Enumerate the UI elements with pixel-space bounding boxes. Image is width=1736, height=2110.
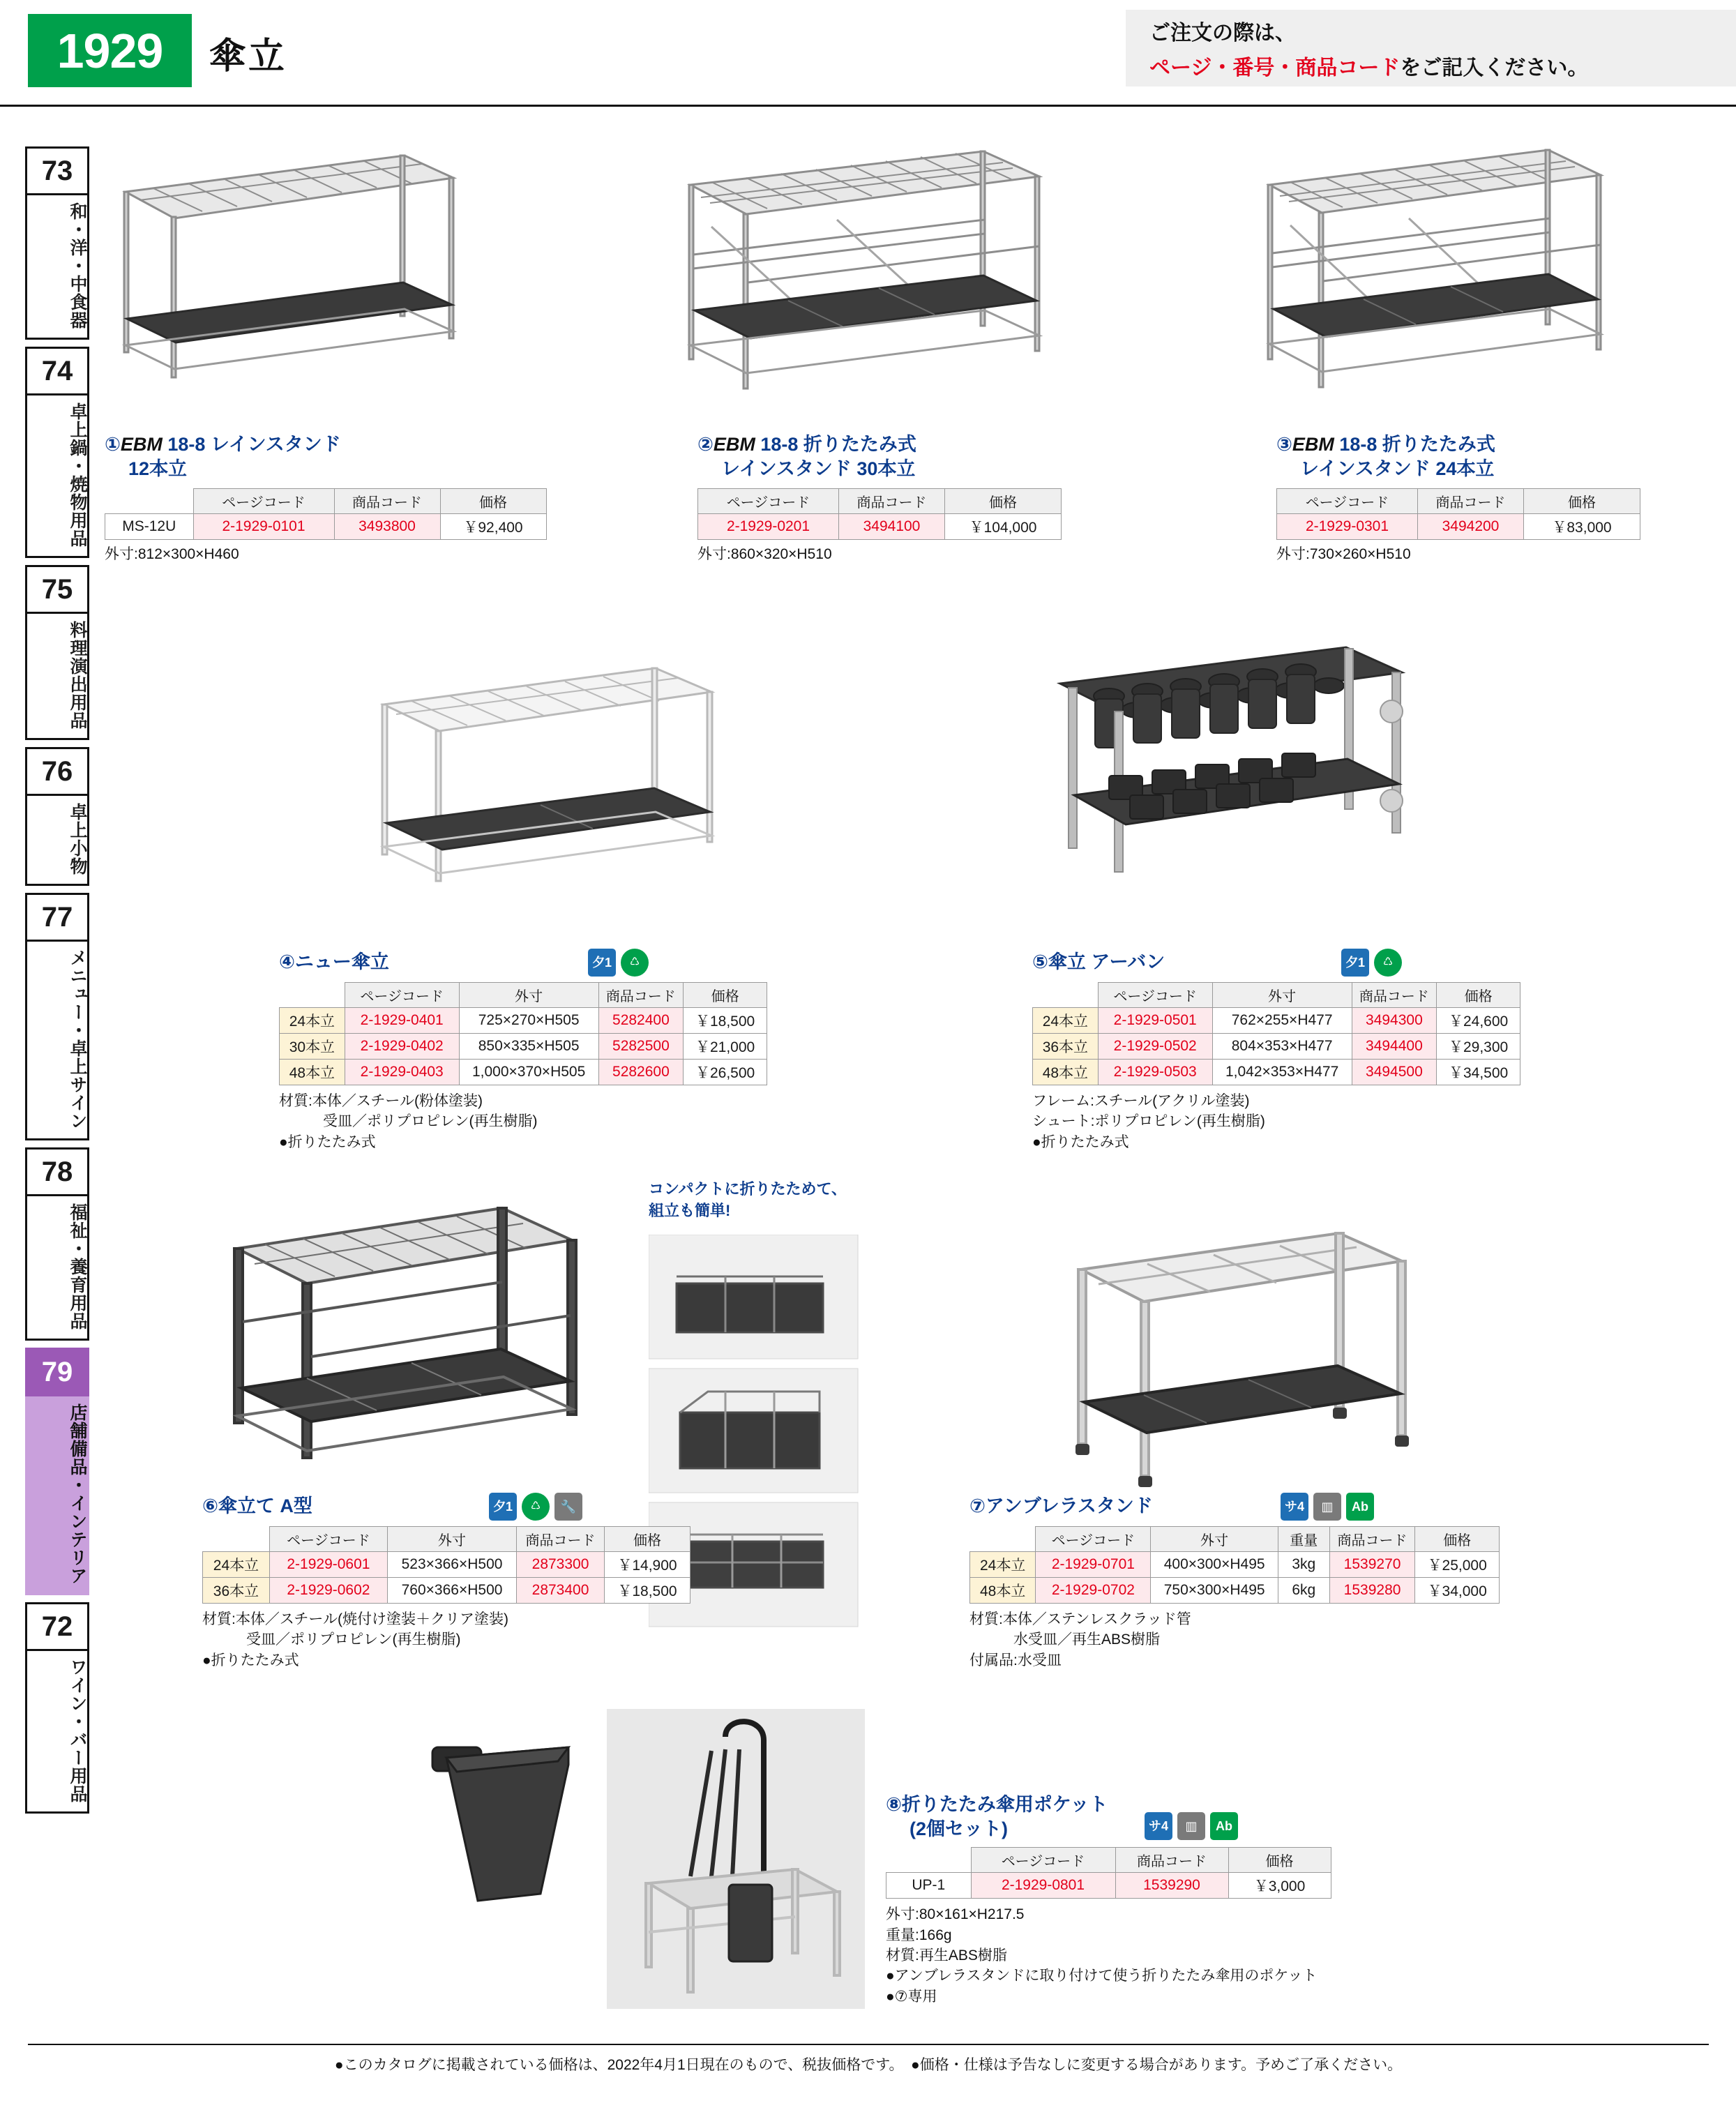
product-4-note-0: 材質:本体／スチール(粉体塗装) — [279, 1093, 483, 1109]
product-4-row-2-price: ￥26,500 — [684, 1060, 767, 1085]
product-2-title-line2: レインスタンド 30本立 — [721, 458, 916, 480]
product-3-brand: EBM — [1292, 434, 1334, 455]
th-blank — [886, 1848, 972, 1873]
th-blank — [1033, 983, 1099, 1008]
sidebar-item-74-label: 卓上鍋・焼物用品 — [25, 395, 89, 558]
sidebar-item-72-number: 72 — [25, 1602, 89, 1651]
product-4-row-1-size: 850×335×H505 — [459, 1034, 598, 1060]
sidebar-item-76[interactable] — [25, 747, 89, 886]
recycle-icon: ♺ — [1374, 949, 1402, 977]
product-2-table — [697, 488, 1062, 540]
product-5-row-0-pagecode: 2-1929-0501 — [1098, 1008, 1212, 1034]
page-title: 傘立 — [209, 36, 288, 77]
th-pagecode: ページコード — [1036, 1527, 1151, 1552]
th-pagecode: ページコード — [971, 1848, 1115, 1873]
product-1-itemcode: 3493800 — [334, 514, 440, 540]
th-itemcode: 商品コード — [334, 489, 440, 514]
product-7-row-1-label: 48本立 — [970, 1578, 1036, 1604]
th-itemcode: 商品コード — [517, 1527, 605, 1552]
sidebar-item-73-number: 73 — [25, 146, 89, 195]
th-itemcode: 商品コード — [839, 489, 945, 514]
product-3-image — [1248, 136, 1618, 415]
product-4-image — [363, 649, 746, 928]
product-8-note-2: 材質:再生ABS樹脂 — [886, 1947, 1007, 1964]
sidebar-item-79[interactable] — [25, 1348, 89, 1595]
product-7-table — [969, 1526, 1500, 1604]
footer — [28, 2044, 1709, 2074]
delivery-icon: サ4 — [1145, 1812, 1172, 1840]
product-1-pagecode: 2-1929-0101 — [193, 514, 334, 540]
table-row — [105, 514, 547, 540]
th-blank — [203, 1527, 270, 1552]
sidebar-item-77[interactable] — [25, 893, 89, 1140]
product-6-table — [202, 1526, 690, 1604]
table-row — [698, 514, 1062, 540]
page-header — [0, 0, 1736, 105]
product-6-note-2: ●折りたたみ式 — [202, 1652, 299, 1668]
table-row — [1277, 514, 1640, 540]
product-4-row-2-itemcode: 5282600 — [598, 1060, 684, 1085]
product-1 — [105, 432, 551, 565]
sidebar-item-77-label: メニュー・卓上サイン — [25, 942, 89, 1140]
order-note-line1: ご注文の際は、 — [1149, 22, 1296, 45]
product-6-row-0-size: 523×366×H500 — [387, 1552, 516, 1578]
product-6-title — [202, 1494, 312, 1519]
product-7-row-1-weight: 6kg — [1278, 1578, 1329, 1604]
product-4-name: ニュー傘立 — [294, 951, 389, 973]
product-2-pagecode: 2-1929-0201 — [698, 514, 839, 540]
table-row — [886, 1873, 1331, 1899]
table-header-row — [698, 489, 1062, 514]
product-5-row-1-label: 36本立 — [1033, 1034, 1099, 1060]
product-8-title-line1: 折りたたみ傘用ポケット — [901, 1794, 1108, 1815]
order-note-tail: をご記入ください。 — [1400, 56, 1589, 80]
product-3-title-line2: レインスタンド 24本立 — [1300, 458, 1495, 480]
th-size: 外寸 — [387, 1527, 516, 1552]
product-4-row-0-label: 24本立 — [280, 1008, 345, 1034]
product-6-name: 傘立て A型 — [218, 1495, 312, 1517]
th-pagecode: ページコード — [345, 983, 459, 1008]
product-6-icons — [489, 1493, 690, 1521]
product-5-row-1-price: ￥29,300 — [1437, 1034, 1520, 1060]
order-note-highlight: ページ・番号・商品コード — [1149, 56, 1401, 80]
product-7-row-0-pagecode: 2-1929-0701 — [1036, 1552, 1151, 1578]
product-7-number: ⑦ — [969, 1495, 986, 1517]
product-2-title — [697, 432, 1144, 481]
th-itemcode: 商品コード — [1418, 489, 1524, 514]
product-6-note-1: 受皿／ポリプロピレン(再生樹脂) — [202, 1632, 461, 1648]
table-header-row — [105, 489, 547, 514]
th-pagecode: ページコード — [698, 489, 839, 514]
th-pagecode: ページコード — [193, 489, 334, 514]
th-weight: 重量 — [1278, 1527, 1329, 1552]
product-7-row-0-weight: 3kg — [1278, 1552, 1329, 1578]
th-price: 価格 — [1228, 1848, 1331, 1873]
product-1-dimension: 外寸:812×300×H460 — [105, 546, 239, 563]
footer-text: ●このカタログに掲載されている価格は、2022年4月1日現在のもので、税抜価格です。 ●価格・仕様は予告なしに変更する場合があります。予めご了承ください。 — [334, 2057, 1403, 2073]
table-header-row — [970, 1527, 1500, 1552]
product-8-title-line2: (2個セット) — [909, 1818, 1008, 1840]
product-4-row-0-price: ￥18,500 — [684, 1008, 767, 1034]
th-itemcode: 商品コード — [1352, 983, 1437, 1008]
assembly-icon: Ab — [1210, 1812, 1238, 1840]
product-7-title — [969, 1494, 1153, 1519]
product-7-note-0: 材質:本体／ステンレスクラッド管 — [969, 1611, 1191, 1627]
product-4-note-1: 受皿／ポリプロピレン(再生樹脂) — [279, 1113, 538, 1130]
product-6-callout-line1: コンパクトに折りたためて、 — [649, 1180, 847, 1198]
product-6-row-1-price: ￥18,500 — [604, 1578, 690, 1604]
product-4-title — [279, 950, 389, 974]
product-8-title — [886, 1793, 1108, 1841]
product-1-image — [105, 136, 467, 408]
product-7-row-1-pagecode: 2-1929-0702 — [1036, 1578, 1151, 1604]
th-size: 外寸 — [1151, 1527, 1278, 1552]
product-3-title — [1276, 432, 1723, 481]
product-7-row-0-size: 400×300×H495 — [1151, 1552, 1278, 1578]
page-number-badge — [28, 14, 192, 87]
product-7-row-0-price: ￥25,000 — [1415, 1552, 1500, 1578]
product-5-name: 傘立 アーバン — [1048, 951, 1165, 973]
product-5-row-2-size: 1,042×353×H477 — [1212, 1060, 1352, 1085]
sidebar-item-74[interactable] — [25, 347, 89, 558]
th-itemcode: 商品コード — [1329, 1527, 1415, 1552]
table-row — [1033, 1008, 1520, 1034]
product-5-image — [1032, 621, 1423, 921]
table-row — [280, 1060, 767, 1085]
table-header-row — [203, 1527, 690, 1552]
sidebar-item-74-number: 74 — [25, 347, 89, 395]
product-5-title — [1032, 950, 1165, 974]
product-1-number: ① — [105, 434, 121, 455]
product-4-row-1-price: ￥21,000 — [684, 1034, 767, 1060]
table-row — [1033, 1034, 1520, 1060]
product-1-title-line1: 18-8 レインスタンド — [167, 434, 341, 455]
table-row — [280, 1034, 767, 1060]
product-4-row-0-itemcode: 5282400 — [598, 1008, 684, 1034]
product-4-row-1-itemcode: 5282500 — [598, 1034, 684, 1060]
product-3-number: ③ — [1276, 434, 1292, 455]
sidebar-item-73-label: 和・洋・中食器 — [25, 195, 89, 340]
product-1-price: ￥92,400 — [440, 514, 546, 540]
delivery-icon: 夕1 — [489, 1493, 517, 1521]
product-8-image-scene — [607, 1709, 865, 2009]
sidebar-item-78[interactable] — [25, 1147, 89, 1341]
th-price: 価格 — [440, 489, 546, 514]
product-5-row-2-itemcode: 3494500 — [1352, 1060, 1437, 1085]
product-5-note-2: ●折りたたみ式 — [1032, 1133, 1129, 1150]
product-8-note-0: 外寸:80×161×H217.5 — [886, 1906, 1025, 1923]
product-8-price: ￥3,000 — [1228, 1873, 1331, 1899]
sidebar-item-77-number: 77 — [25, 893, 89, 942]
product-1-model: MS-12U — [105, 514, 194, 540]
product-1-table — [105, 488, 547, 540]
product-6-row-0-pagecode: 2-1929-0601 — [269, 1552, 387, 1578]
sidebar-item-75[interactable] — [25, 565, 89, 740]
product-5-row-2-label: 48本立 — [1033, 1060, 1099, 1085]
product-5-row-1-pagecode: 2-1929-0502 — [1098, 1034, 1212, 1060]
page-number: 1929 — [56, 23, 163, 78]
table-row — [280, 1008, 767, 1034]
product-8-itemcode: 1539290 — [1115, 1873, 1228, 1899]
delivery-icon: 夕1 — [588, 949, 616, 977]
product-2-brand: EBM — [713, 434, 755, 455]
th-pagecode: ページコード — [269, 1527, 387, 1552]
product-7-icons — [1281, 1493, 1500, 1521]
product-4-row-2-size: 1,000×370×H505 — [459, 1060, 598, 1085]
box-icon: ▥ — [1177, 1812, 1205, 1840]
product-2 — [697, 432, 1144, 565]
product-6-row-1-size: 760×366×H500 — [387, 1578, 516, 1604]
product-3 — [1276, 432, 1723, 565]
side-index — [25, 146, 89, 1821]
sidebar-item-79-label: 店舗備品・インテリア — [25, 1396, 89, 1595]
product-4-icons — [588, 949, 767, 977]
sidebar-item-73[interactable] — [25, 146, 89, 340]
product-2-itemcode: 3494100 — [839, 514, 945, 540]
product-1-title — [105, 432, 551, 481]
product-4-row-1-label: 30本立 — [280, 1034, 345, 1060]
th-price: 価格 — [604, 1527, 690, 1552]
th-blank — [970, 1527, 1036, 1552]
table-header-row — [280, 983, 767, 1008]
th-pagecode: ページコード — [1277, 489, 1418, 514]
delivery-icon: 夕1 — [1341, 949, 1369, 977]
product-4-row-0-pagecode: 2-1929-0401 — [345, 1008, 459, 1034]
product-4-table — [279, 982, 767, 1085]
box-icon: ▥ — [1313, 1493, 1341, 1521]
product-3-table — [1276, 488, 1640, 540]
product-5-icons — [1341, 949, 1520, 977]
product-7-name: アンブレラスタンド — [985, 1495, 1153, 1517]
product-5-row-0-size: 762×255×H477 — [1212, 1008, 1352, 1034]
product-5-note-0: フレーム:スチール(アクリル塗装) — [1032, 1093, 1250, 1109]
product-7-row-1-size: 750×300×H495 — [1151, 1578, 1278, 1604]
product-7-image — [1039, 1200, 1430, 1493]
th-size: 外寸 — [1212, 983, 1352, 1008]
table-header-row — [1277, 489, 1640, 514]
sidebar-item-75-number: 75 — [25, 565, 89, 614]
sidebar-item-72-label: ワイン・バー用品 — [25, 1651, 89, 1814]
th-itemcode: 商品コード — [598, 983, 684, 1008]
product-4 — [279, 949, 767, 1152]
product-6-callout — [649, 1179, 928, 1222]
product-7-note-1: 水受皿／再生ABS樹脂 — [969, 1632, 1161, 1648]
product-7-note-2: 付属品:水受皿 — [969, 1652, 1062, 1668]
product-3-title-line1: 18-8 折りたたみ式 — [1339, 434, 1495, 455]
product-2-number: ② — [697, 434, 714, 455]
th-size: 外寸 — [459, 983, 598, 1008]
product-5-row-2-price: ￥34,500 — [1437, 1060, 1520, 1085]
product-4-number: ④ — [279, 951, 295, 973]
sidebar-item-76-number: 76 — [25, 747, 89, 796]
assembly-tool-icon: 🔧 — [554, 1493, 582, 1521]
product-6-row-0-price: ￥14,900 — [604, 1552, 690, 1578]
order-note — [1126, 10, 1736, 86]
product-6-image — [202, 1179, 607, 1500]
table-row — [970, 1578, 1500, 1604]
recycle-icon: ♺ — [621, 949, 649, 977]
product-8-icons — [1145, 1793, 1374, 1840]
product-1-title-line2: 12本立 — [128, 458, 188, 480]
product-6-row-1-label: 36本立 — [203, 1578, 270, 1604]
sidebar-item-78-label: 福祉・養育用品 — [25, 1196, 89, 1341]
product-8-note-4: ●⑦専用 — [886, 1988, 937, 2005]
product-8-image-pocket — [418, 1723, 600, 1932]
table-header-row — [1033, 983, 1520, 1008]
th-blank — [105, 489, 194, 514]
product-6-row-1-itemcode: 2873400 — [517, 1578, 605, 1604]
product-3-itemcode: 3494200 — [1418, 514, 1524, 540]
table-row — [203, 1578, 690, 1604]
product-8-note-3: ●アンブレラスタンドに取り付けて使う折りたたみ傘用のポケット — [886, 1968, 1318, 1984]
product-4-row-2-pagecode: 2-1929-0403 — [345, 1060, 459, 1085]
product-5-row-1-itemcode: 3494400 — [1352, 1034, 1437, 1060]
product-3-pagecode: 2-1929-0301 — [1277, 514, 1418, 540]
product-6-callout-line2: 組立も簡単! — [649, 1201, 731, 1219]
header-divider — [0, 105, 1736, 107]
product-5-row-0-price: ￥24,600 — [1437, 1008, 1520, 1034]
product-6-number: ⑥ — [202, 1495, 218, 1517]
product-3-dimension: 外寸:730×260×H510 — [1276, 546, 1411, 563]
table-row — [203, 1552, 690, 1578]
product-5 — [1032, 949, 1520, 1152]
product-6-note-0: 材質:本体／スチール(焼付け塗装＋クリア塗装) — [202, 1611, 508, 1627]
product-7-row-0-label: 24本立 — [970, 1552, 1036, 1578]
product-7-row-1-price: ￥34,000 — [1415, 1578, 1500, 1604]
product-6-row-1-pagecode: 2-1929-0602 — [269, 1578, 387, 1604]
assembly-icon: Ab — [1346, 1493, 1374, 1521]
table-row — [970, 1552, 1500, 1578]
th-itemcode: 商品コード — [1115, 1848, 1228, 1873]
product-4-row-2-label: 48本立 — [280, 1060, 345, 1085]
sidebar-item-76-label: 卓上小物 — [25, 796, 89, 886]
th-price: 価格 — [1415, 1527, 1500, 1552]
product-7-row-0-itemcode: 1539270 — [1329, 1552, 1415, 1578]
product-5-number: ⑤ — [1032, 951, 1048, 973]
product-2-image — [670, 136, 1060, 415]
product-5-note-1: シュート:ポリプロピレン(再生樹脂) — [1032, 1113, 1265, 1130]
product-8-note-1: 重量:166g — [886, 1927, 952, 1943]
th-price: 価格 — [1524, 489, 1640, 514]
product-2-dimension: 外寸:860×320×H510 — [697, 546, 832, 563]
product-6-row-0-label: 24本立 — [203, 1552, 270, 1578]
product-5-table — [1032, 982, 1520, 1085]
product-8-number: ⑧ — [886, 1794, 902, 1815]
th-price: 価格 — [945, 489, 1062, 514]
footer-divider — [28, 2044, 1709, 2045]
product-8 — [886, 1793, 1374, 2007]
delivery-icon: サ4 — [1281, 1493, 1308, 1521]
product-8-model: UP-1 — [886, 1873, 972, 1899]
product-5-row-0-label: 24本立 — [1033, 1008, 1099, 1034]
product-2-title-line1: 18-8 折りたたみ式 — [760, 434, 916, 455]
product-5-row-0-itemcode: 3494300 — [1352, 1008, 1437, 1034]
product-4-row-0-size: 725×270×H505 — [459, 1008, 598, 1034]
product-8-pagecode: 2-1929-0801 — [971, 1873, 1115, 1899]
product-4-note-2: ●折りたたみ式 — [279, 1133, 376, 1150]
sidebar-item-75-label: 料理演出用品 — [25, 614, 89, 740]
sidebar-item-79-number: 79 — [25, 1348, 89, 1396]
th-blank — [280, 983, 345, 1008]
sidebar-item-72[interactable] — [25, 1602, 89, 1814]
product-6 — [202, 1493, 690, 1671]
product-4-row-1-pagecode: 2-1929-0402 — [345, 1034, 459, 1060]
product-8-table — [886, 1847, 1331, 1899]
product-6-row-0-itemcode: 2873300 — [517, 1552, 605, 1578]
product-7-row-1-itemcode: 1539280 — [1329, 1578, 1415, 1604]
product-3-price: ￥83,000 — [1524, 514, 1640, 540]
recycle-icon: ♺ — [522, 1493, 550, 1521]
order-note-line2 — [1149, 50, 1736, 81]
product-2-price: ￥104,000 — [945, 514, 1062, 540]
th-price: 価格 — [684, 983, 767, 1008]
table-row — [1033, 1060, 1520, 1085]
sidebar-item-78-number: 78 — [25, 1147, 89, 1196]
product-1-brand: EBM — [120, 434, 163, 455]
th-pagecode: ページコード — [1098, 983, 1212, 1008]
product-5-row-1-size: 804×353×H477 — [1212, 1034, 1352, 1060]
product-5-row-2-pagecode: 2-1929-0503 — [1098, 1060, 1212, 1085]
table-header-row — [886, 1848, 1331, 1873]
product-7 — [969, 1493, 1500, 1671]
th-price: 価格 — [1437, 983, 1520, 1008]
